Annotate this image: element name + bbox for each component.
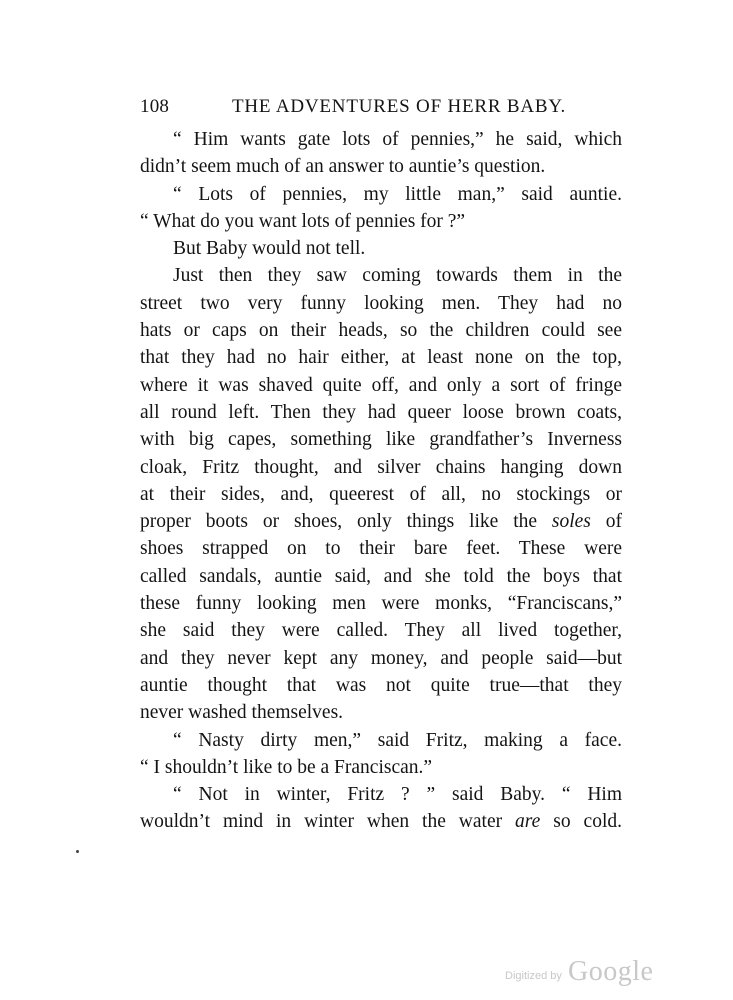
watermark-prefix: Digitized by xyxy=(505,970,562,982)
text-line: all round left. Then they had queer loose brown coats, xyxy=(140,401,622,423)
text-fragment: so cold. xyxy=(553,811,622,833)
text-line: cloak, Fritz thought, and silver chains hanging down xyxy=(140,456,622,478)
text-line: where it was shaved quite off, and only a sort of fringe xyxy=(140,374,622,396)
text-line-with-emphasis xyxy=(140,508,622,535)
text-fragment: proper boots or shoes, only things like the xyxy=(140,511,538,533)
text-line: hats or caps on their heads, so the children could see xyxy=(140,320,622,342)
text-line: “ I shouldn’t like to be a Franciscan.” xyxy=(140,756,433,778)
digitized-watermark xyxy=(505,952,665,988)
text-line: Just then they saw coming towards them in the xyxy=(173,265,622,287)
text-fragment: wouldn’t mind in winter when the water xyxy=(140,811,503,833)
running-header xyxy=(140,92,622,122)
text-line: at their sides, and, queerest of all, no stockings or xyxy=(140,483,622,505)
running-title: THE ADVENTURES OF HERR BABY. xyxy=(232,96,566,117)
text-line: “ What do you want lots of pennies for ?” xyxy=(140,210,466,232)
text-line: with big capes, something like grandfather’s Inverness xyxy=(140,429,622,451)
page-number: 108 xyxy=(140,96,170,117)
emphasis-are: are xyxy=(515,811,541,833)
body-text xyxy=(140,126,622,836)
text-line: called sandals, auntie said, and she told the boys that xyxy=(140,565,622,587)
text-line: “ Not in winter, Fritz ? ” said Baby. “ Him xyxy=(173,784,622,806)
text-line: these funny looking men were monks, “Franciscans,” xyxy=(140,593,622,615)
text-line: and they never kept any money, and people said—but xyxy=(140,647,622,669)
text-line: never washed themselves. xyxy=(140,702,344,724)
text-fragment: of xyxy=(605,511,622,533)
scan-speck xyxy=(76,850,79,853)
text-line: shoes strapped on to their bare feet. These were xyxy=(140,538,622,560)
text-line: But Baby would not tell. xyxy=(173,238,366,260)
text-line: “ Nasty dirty men,” said Fritz, making a face. xyxy=(173,729,622,751)
text-line: auntie thought that was not quite true—that they xyxy=(140,674,622,696)
watermark-brand: Google xyxy=(568,956,654,987)
text-line: she said they were called. They all lived together, xyxy=(140,620,622,642)
text-line: that they had no hair either, at least none on the top, xyxy=(140,347,622,369)
text-line: street two very funny looking men. They had no xyxy=(140,292,622,314)
emphasis-soles: soles xyxy=(551,511,591,533)
text-line: didn’t seem much of an answer to auntie’s question. xyxy=(140,156,546,178)
text-line: “ Him wants gate lots of pennies,” he said, which xyxy=(173,129,622,150)
text-line: “ Lots of pennies, my little man,” said auntie. xyxy=(173,183,622,205)
text-line-with-emphasis xyxy=(140,808,622,835)
